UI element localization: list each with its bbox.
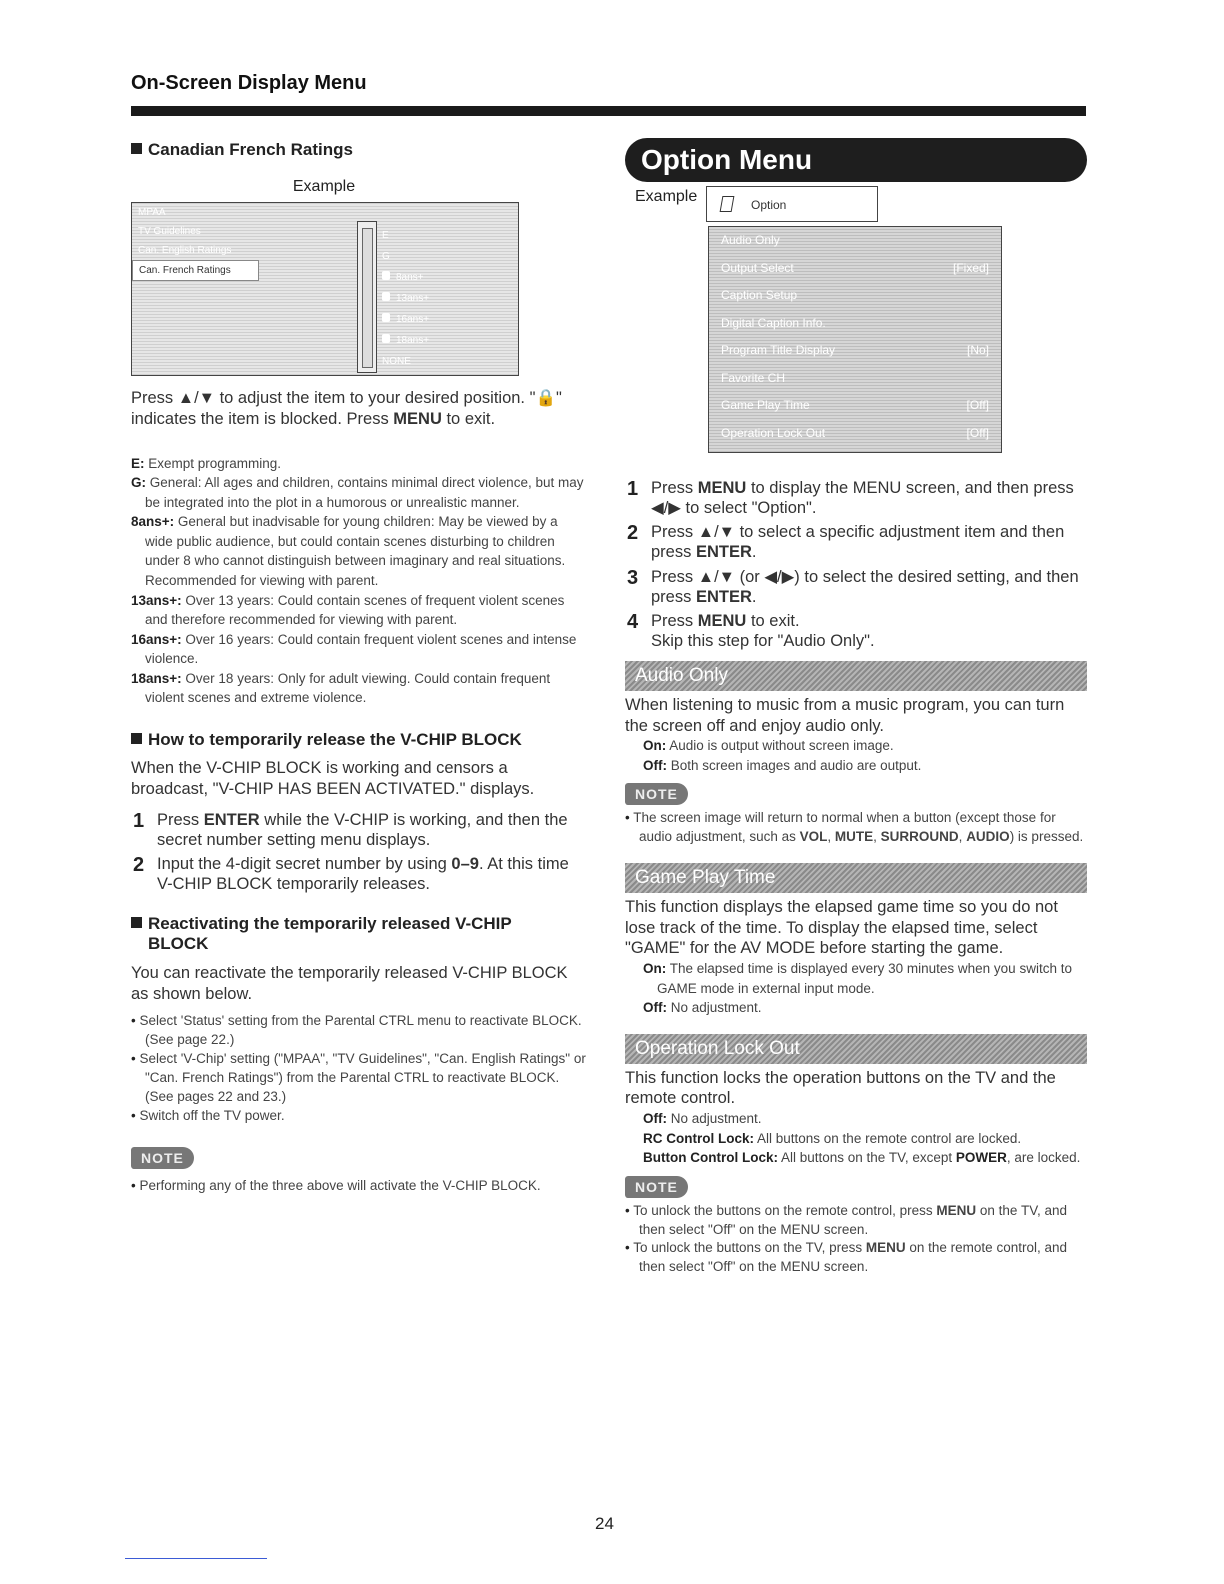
lock-out-banner: Operation Lock Out [625, 1034, 1087, 1064]
definition: E: Exempt programming. [131, 455, 282, 471]
list-item: • Select 'Status' setting from the Parental CTRL menu to reactivate BLOCK. (See page 22.) [131, 1012, 586, 1050]
page-title: On-Screen Display Menu [131, 72, 367, 94]
menu-item: Output Select [Fixed] [721, 260, 989, 275]
definition: G: General: All ages and children, contains minimal direct violence, but may be integrated into the plot in a humorous or unrealistic manner. [131, 475, 584, 510]
title-rule [131, 106, 1086, 116]
rating-option: E [382, 230, 389, 242]
note-list [625, 1202, 1087, 1278]
definition: Off: No adjustment. [643, 1110, 762, 1126]
example-label: Example [635, 188, 698, 205]
screen-menu-item: TV Guidelines [138, 226, 201, 238]
rating-definitions [131, 454, 586, 708]
option-steps [625, 478, 1087, 651]
option-tab-label: Option [751, 198, 787, 212]
definition: RC Control Lock: All buttons on the remote control are locked. [643, 1130, 1022, 1146]
note-item: • To unlock the buttons on the remote control, press MENU on the TV, and then select "Off" on the MENU screen. [625, 1202, 1087, 1240]
option-menu-screen [708, 226, 1002, 453]
step-item: 1 Press ENTER while the V-CHIP is working, and then the secret number setting menu displays. [133, 809, 568, 849]
note-badge: NOTE [625, 1176, 688, 1198]
note-badge: NOTE [131, 1147, 194, 1169]
menu-item: Audio Only [721, 233, 780, 247]
rating-option: 8ans+ [396, 272, 424, 284]
rating-option: NONE [382, 356, 411, 368]
lock-icon [382, 292, 390, 301]
reactivate-bullets [131, 1012, 586, 1125]
lock-icon [382, 313, 390, 322]
menu-item: Program Title Display [No] [721, 343, 989, 357]
menu-item: Caption Setup [721, 288, 798, 302]
rating-option: 16ans+ [396, 314, 430, 326]
square-bullet-icon [131, 917, 142, 928]
game-play-banner: Game Play Time [625, 863, 1087, 893]
lock-glyph-icon: 🔒 [535, 389, 556, 408]
option-menu-banner: Option Menu [625, 138, 1087, 182]
rating-option: G [382, 251, 390, 263]
audio-only-text: When listening to music from a music program, you can turn the screen off and enjoy audio only. [625, 696, 1065, 735]
step-item: 2 Press ▲/▼ to select a specific adjustment item and then press ENTER. [627, 522, 1065, 562]
menu-item: Digital Caption Info. [721, 315, 826, 330]
definition: On: The elapsed time is displayed every 30 minutes when you switch to GAME mode in external input mode. [643, 961, 1072, 996]
step-item: 2 Input the 4-digit secret number by using 0–9. At this time V-CHIP BLOCK temporarily releases. [133, 853, 569, 893]
menu-item: Favorite CH [721, 370, 786, 385]
screen-options [382, 225, 429, 372]
menu-item: Game Play Time [Off] [721, 398, 989, 412]
step-item: 1 Press MENU to display the MENU screen, and then press ◀/▶ to select "Option". [627, 478, 1074, 518]
rating-option: 18ans+ [396, 335, 430, 347]
lock-icon [382, 334, 390, 343]
definition: Button Control Lock: All buttons on the TV, except POWER, are locked. [643, 1150, 1081, 1166]
ratings-instruction: Press ▲/▼ to adjust the item to your desired position. "🔒" indicates the item is blocked. Press MENU to exit. [131, 389, 562, 429]
screen-menu-item: MPAA [138, 207, 166, 219]
note-badge: NOTE [625, 783, 688, 805]
list-item: • Switch off the TV power. [131, 1107, 586, 1126]
screen-menu [132, 203, 259, 281]
definition: On: Audio is output without screen image. [643, 738, 894, 754]
reactivate-heading: Reactivating the temporarily released V-CHIP BLOCK [131, 914, 586, 955]
definition: Off: Both screen images and audio are output. [643, 757, 922, 773]
note-item: • The screen image will return to normal when a button (except those for audio adjustment, such as VOL, MUTE, SURROUND, AUDIO) is pressed. [625, 809, 1087, 847]
example-label: Example [292, 178, 356, 196]
release-intro: When the V-CHIP BLOCK is working and censors a broadcast, "V-CHIP HAS BEEN ACTIVATED." displays. [131, 759, 535, 798]
rating-slider [357, 221, 377, 373]
page-number: 24 [595, 1514, 614, 1533]
left-column [131, 140, 586, 1196]
note-list [131, 1177, 586, 1196]
option-tab-box [706, 186, 878, 222]
rating-option: 13ans+ [396, 293, 430, 305]
step-item: 4 Press MENU to exit. Skip this step for "Audio Only". [627, 610, 875, 650]
step-item: 3 Press ▲/▼ (or ◀/▶) to select the desired setting, and then press ENTER. [627, 566, 1079, 606]
menu-item: Operation Lock Out [Off] [721, 425, 989, 440]
definition: 18ans+: Over 18 years: Only for adult viewing. Could contain frequent violent scenes and extreme violence. [131, 670, 551, 706]
screen-menu-item-selected: Can. French Ratings [132, 260, 259, 281]
screen-menu-item: Can. English Ratings [138, 245, 232, 257]
reactivate-intro: You can reactivate the temporarily released V-CHIP BLOCK as shown below. [131, 963, 568, 1003]
definition: Off: No adjustment. [643, 1000, 762, 1016]
square-bullet-icon [131, 733, 142, 744]
footer-rule [125, 1558, 267, 1559]
list-item: • Select 'V-Chip' setting ("MPAA", "TV Guidelines", "Can. English Ratings" or "Can. French Ratings") from the Parental CTRL to reactivate BLOCK. (See pages 22 and 23.) [131, 1050, 586, 1107]
note-item: • To unlock the buttons on the TV, press MENU on the remote control, and then select "Off" on the MENU screen. [625, 1239, 1087, 1277]
option-icon [720, 196, 735, 212]
canadian-french-heading [131, 140, 586, 160]
right-column [625, 478, 1087, 1277]
definition: 8ans+: General but inadvisable for young children: May be viewed by a wide public audience, but could contain scenes disturbing to children under 8 who cannot distinguish between imaginary and real situations. Recommended for viewing with parent. [131, 514, 566, 589]
definition: 13ans+: Over 13 years: Could contain scenes of frequent violent scenes and therefore recommended for viewing with parent. [131, 592, 565, 628]
note-list [625, 809, 1087, 847]
audio-only-banner: Audio Only [625, 661, 1087, 691]
heading-text: Canadian French Ratings [148, 140, 353, 159]
square-bullet-icon [131, 143, 142, 154]
ratings-screen [131, 202, 519, 376]
lock-icon [382, 271, 390, 280]
lock-out-text: This function locks the operation buttons on the TV and the remote control. [625, 1068, 1056, 1108]
definition: 16ans+: Over 16 years: Could contain frequent violent scenes and intense violence. [131, 631, 577, 667]
game-play-text: This function displays the elapsed game time so you do not lose track of the time. To display the elapsed time, select "GAME" for the AV MODE before starting the game. [625, 898, 1058, 958]
release-steps [131, 810, 586, 895]
release-heading: How to temporarily release the V-CHIP BLOCK [131, 730, 586, 750]
note-item: • Performing any of the three above will activate the V-CHIP BLOCK. [131, 1177, 586, 1196]
